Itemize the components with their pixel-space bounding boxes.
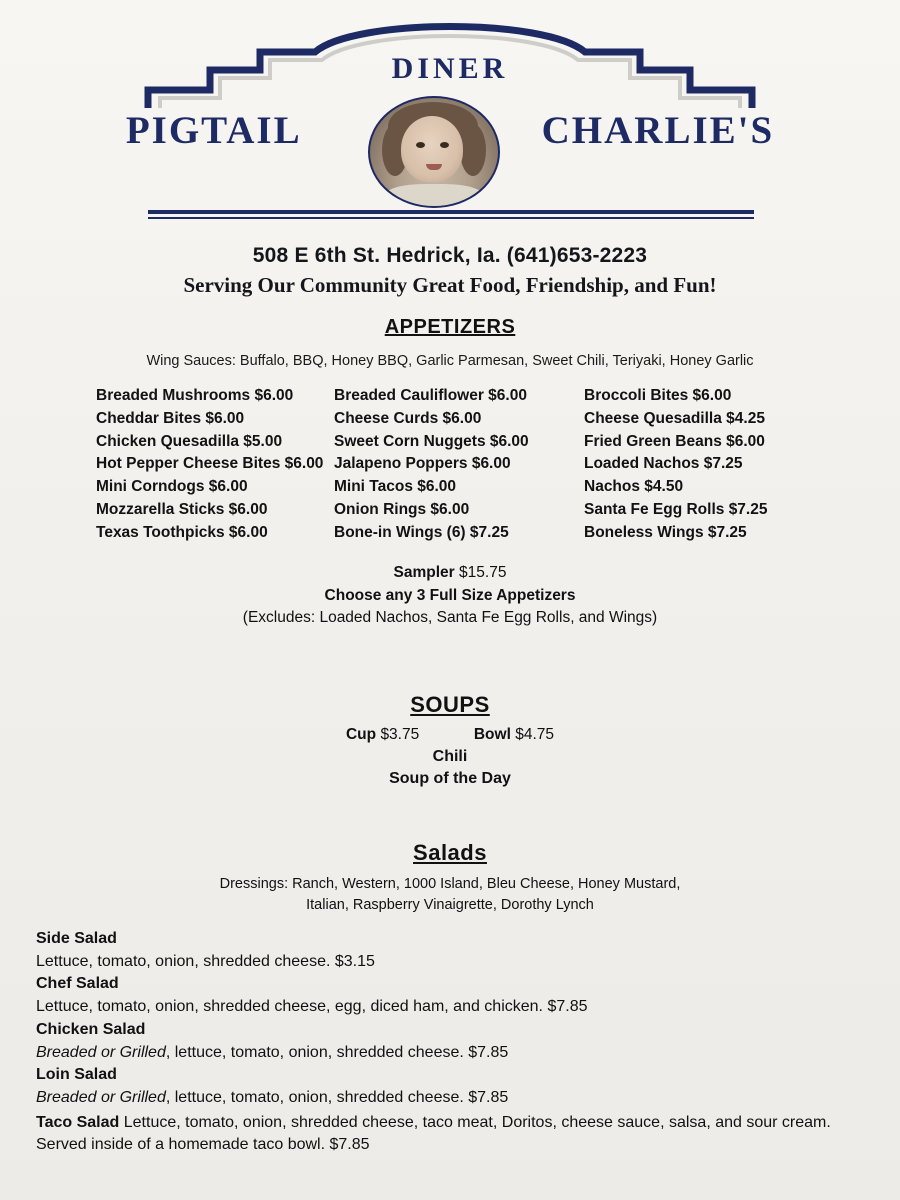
menu-item: Sweet Corn Nuggets $6.00 [334,432,529,450]
salad-description: Lettuce, tomato, onion, shredded cheese, egg, diced ham, and chicken. $7.85 [36,998,588,1016]
section-title-appetizers: APPETIZERS [384,316,516,338]
restaurant-tagline: Serving Our Community Great Food, Friendship, and Fun! [183,273,717,297]
menu-item: Mini Corndogs $6.00 [96,478,248,496]
menu-item: Texas Toothpicks $6.00 [96,523,268,541]
salad-description-rest: , lettuce, tomato, onion, shredded cheese. $7.85 [165,1043,509,1061]
menu-item: Boneless Wings $7.25 [584,523,747,541]
salad-list [0,928,900,1157]
menu-item: Hot Pepper Cheese Bites $6.00 [96,455,324,473]
soup-bowl-price: $4.75 [515,725,554,743]
menu-item: Cheddar Bites $6.00 [96,409,245,427]
salad-description [36,1087,880,1110]
salad-prep-option: Breaded or Grilled [36,1043,166,1061]
soups-section [0,692,900,788]
restaurant-address: 508 E 6th St. Hedrick, Ia. (641)653-2223 [252,244,648,267]
dressings-line-2: Italian, Raspberry Vinaigrette, Dorothy Lynch [306,896,594,913]
soup-cup-price: $3.75 [380,725,420,743]
menu-item: Breaded Cauliflower $6.00 [334,387,527,404]
sampler-block [0,562,900,629]
dressings-note [0,874,900,916]
menu-item: Mini Tacos $6.00 [334,478,457,496]
sampler-price: $15.75 [459,564,507,582]
appetizer-column-3 [562,385,812,544]
logo-brand-right: CHARLIE'S [541,109,775,152]
salad-description-rest: , lettuce, tomato, onion, shredded cheese. $7.85 [165,1088,509,1106]
menu-item: Santa Fe Egg Rolls $7.25 [584,500,768,518]
menu-item: Broccoli Bites $6.00 [584,387,732,404]
menu-item: Breaded Mushrooms $6.00 [96,387,294,404]
salads-section [0,840,900,1157]
restaurant-logo [0,0,900,230]
salad-name: Chef Salad [36,975,119,993]
menu-item: Loaded Nachos $7.25 [584,455,743,473]
salad-description: Lettuce, tomato, onion, shredded cheese, taco meat, Doritos, cheese sauce, salsa, and sour cream. [123,1113,831,1131]
header-divider [148,210,754,219]
menu-item: Mozzarella Sticks $6.00 [96,500,268,518]
salad-description [36,1042,880,1065]
sampler-name: Sampler [393,564,455,582]
soup-item: Chili [432,747,468,765]
taco-salad-row [36,1112,880,1135]
menu-item: Jalapeno Poppers $6.00 [334,455,511,473]
soup-bowl-label: Bowl [473,725,511,743]
logo-brand-left: PIGTAIL [125,109,302,152]
menu-item: Bone-in Wings (6) $7.25 [334,523,509,541]
portrait-photo [368,96,500,208]
salad-name: Loin Salad [36,1066,117,1084]
salad-name: Side Salad [36,929,117,947]
appetizer-columns [0,385,900,544]
menu-item: Onion Rings $6.00 [334,500,470,518]
salad-prep-option: Breaded or Grilled [36,1088,166,1106]
appetizer-column-1 [88,385,324,544]
menu-item: Cheese Curds $6.00 [334,409,482,427]
sampler-choose-note: Choose any 3 Full Size Appetizers [324,586,576,604]
logo-diner-word: DINER [391,52,509,85]
salad-name: Taco Salad [36,1113,120,1131]
salad-description: Lettuce, tomato, onion, shredded cheese. $3.15 [36,952,375,970]
menu-item: Nachos $4.50 [584,478,684,496]
sampler-excludes-note: (Excludes: Loaded Nachos, Santa Fe Egg Rolls, and Wings) [242,609,658,627]
section-title-soups: SOUPS [410,691,490,717]
salad-name: Chicken Salad [36,1020,146,1038]
menu-item: Fried Green Beans $6.00 [584,432,765,450]
soup-price-row [0,726,900,744]
soup-item: Soup of the Day [389,769,511,787]
menu-item: Cheese Quesadilla $4.25 [584,409,765,427]
section-title-salads: Salads [413,839,487,865]
taco-salad-description-2: Served inside of a homemade taco bowl. $7.85 [36,1136,370,1154]
soup-cup-label: Cup [345,725,377,743]
menu-item: Chicken Quesadilla $5.00 [96,432,283,450]
wing-sauces-note: Wing Sauces: Buffalo, BBQ, Honey BBQ, Garlic Parmesan, Sweet Chili, Teriyaki, Honey Garlic [146,353,754,369]
dressings-line-1: Dressings: Ranch, Western, 1000 Island, Bleu Cheese, Honey Mustard, [219,875,681,892]
appetizer-column-2 [324,385,562,544]
